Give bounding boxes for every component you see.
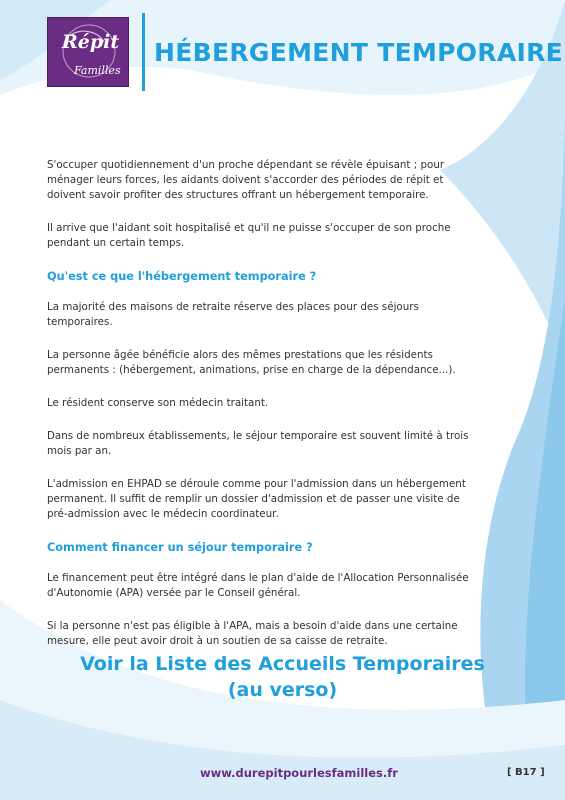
title-divider: [142, 13, 145, 91]
section1-heading: Qu'est ce que l'hébergement temporaire ?: [47, 270, 317, 283]
call-to-action: [40, 651, 525, 703]
section2-paragraph-2: Si la personne n'est pas éligible à l'APA, mais a besoin d'aide dans une certaine mesure, elle peut avoir droit à un soutien de sa caisse de retraite.: [47, 620, 458, 647]
cta-line-2: (au verso): [227, 679, 338, 701]
section1-paragraph-5: L'admission en EHPAD se déroule comme pour l'admission dans un hébergement permanent. Il suffit de remplir un dossier d'admission et de passer une visite de pré-admission avec le médecin coordinateur.: [47, 478, 466, 520]
section2-paragraph-1: Le financement peut être intégré dans le plan d'aide de l'Allocation Personnalisée d'Autonomie (APA) versée par le Conseil général.: [47, 572, 469, 599]
section1-paragraph-4: Dans de nombreux établissements, le séjour temporaire est souvent limité à trois mois par an.: [47, 430, 469, 457]
cta-line-1: Voir la Liste des Accueils Temporaires: [80, 653, 485, 675]
logo-line2: Familles: [74, 64, 121, 77]
section1-paragraph-1: La majorité des maisons de retraite réserve des places pour des séjours temporaires.: [47, 301, 419, 328]
logo-line1: Répit: [62, 31, 120, 53]
section1-paragraph-2: La personne âgée bénéficie alors des mêmes prestations que les résidents permanents : (hébergement, animations, prise en charge de la dépendance...).: [47, 349, 456, 376]
intro-paragraph-1: S'occuper quotidiennement d'un proche dépendant se révèle épuisant ; pour ménager leurs forces, les aidants doivent s'accorder des périodes de répit et doivent savoir profiter des structures offrant un hébergement temporaire.: [47, 159, 445, 201]
intro-paragraph-2: Il arrive que l'aidant soit hospitalisé et qu'il ne puisse s'occuper de son proche pendant un certain temps.: [47, 222, 451, 249]
page-number: [ B17 ]: [507, 767, 545, 778]
repit-familles-logo: [47, 17, 129, 87]
main-text: [47, 158, 483, 667]
section2-heading: Comment financer un séjour temporaire ?: [47, 541, 313, 554]
website-link[interactable]: www.durepitpourlesfamilles.fr: [200, 766, 398, 780]
section1-paragraph-3: Le résident conserve son médecin traitant.: [47, 397, 269, 409]
page-title: HÉBERGEMENT TEMPORAIRE: [154, 38, 564, 67]
